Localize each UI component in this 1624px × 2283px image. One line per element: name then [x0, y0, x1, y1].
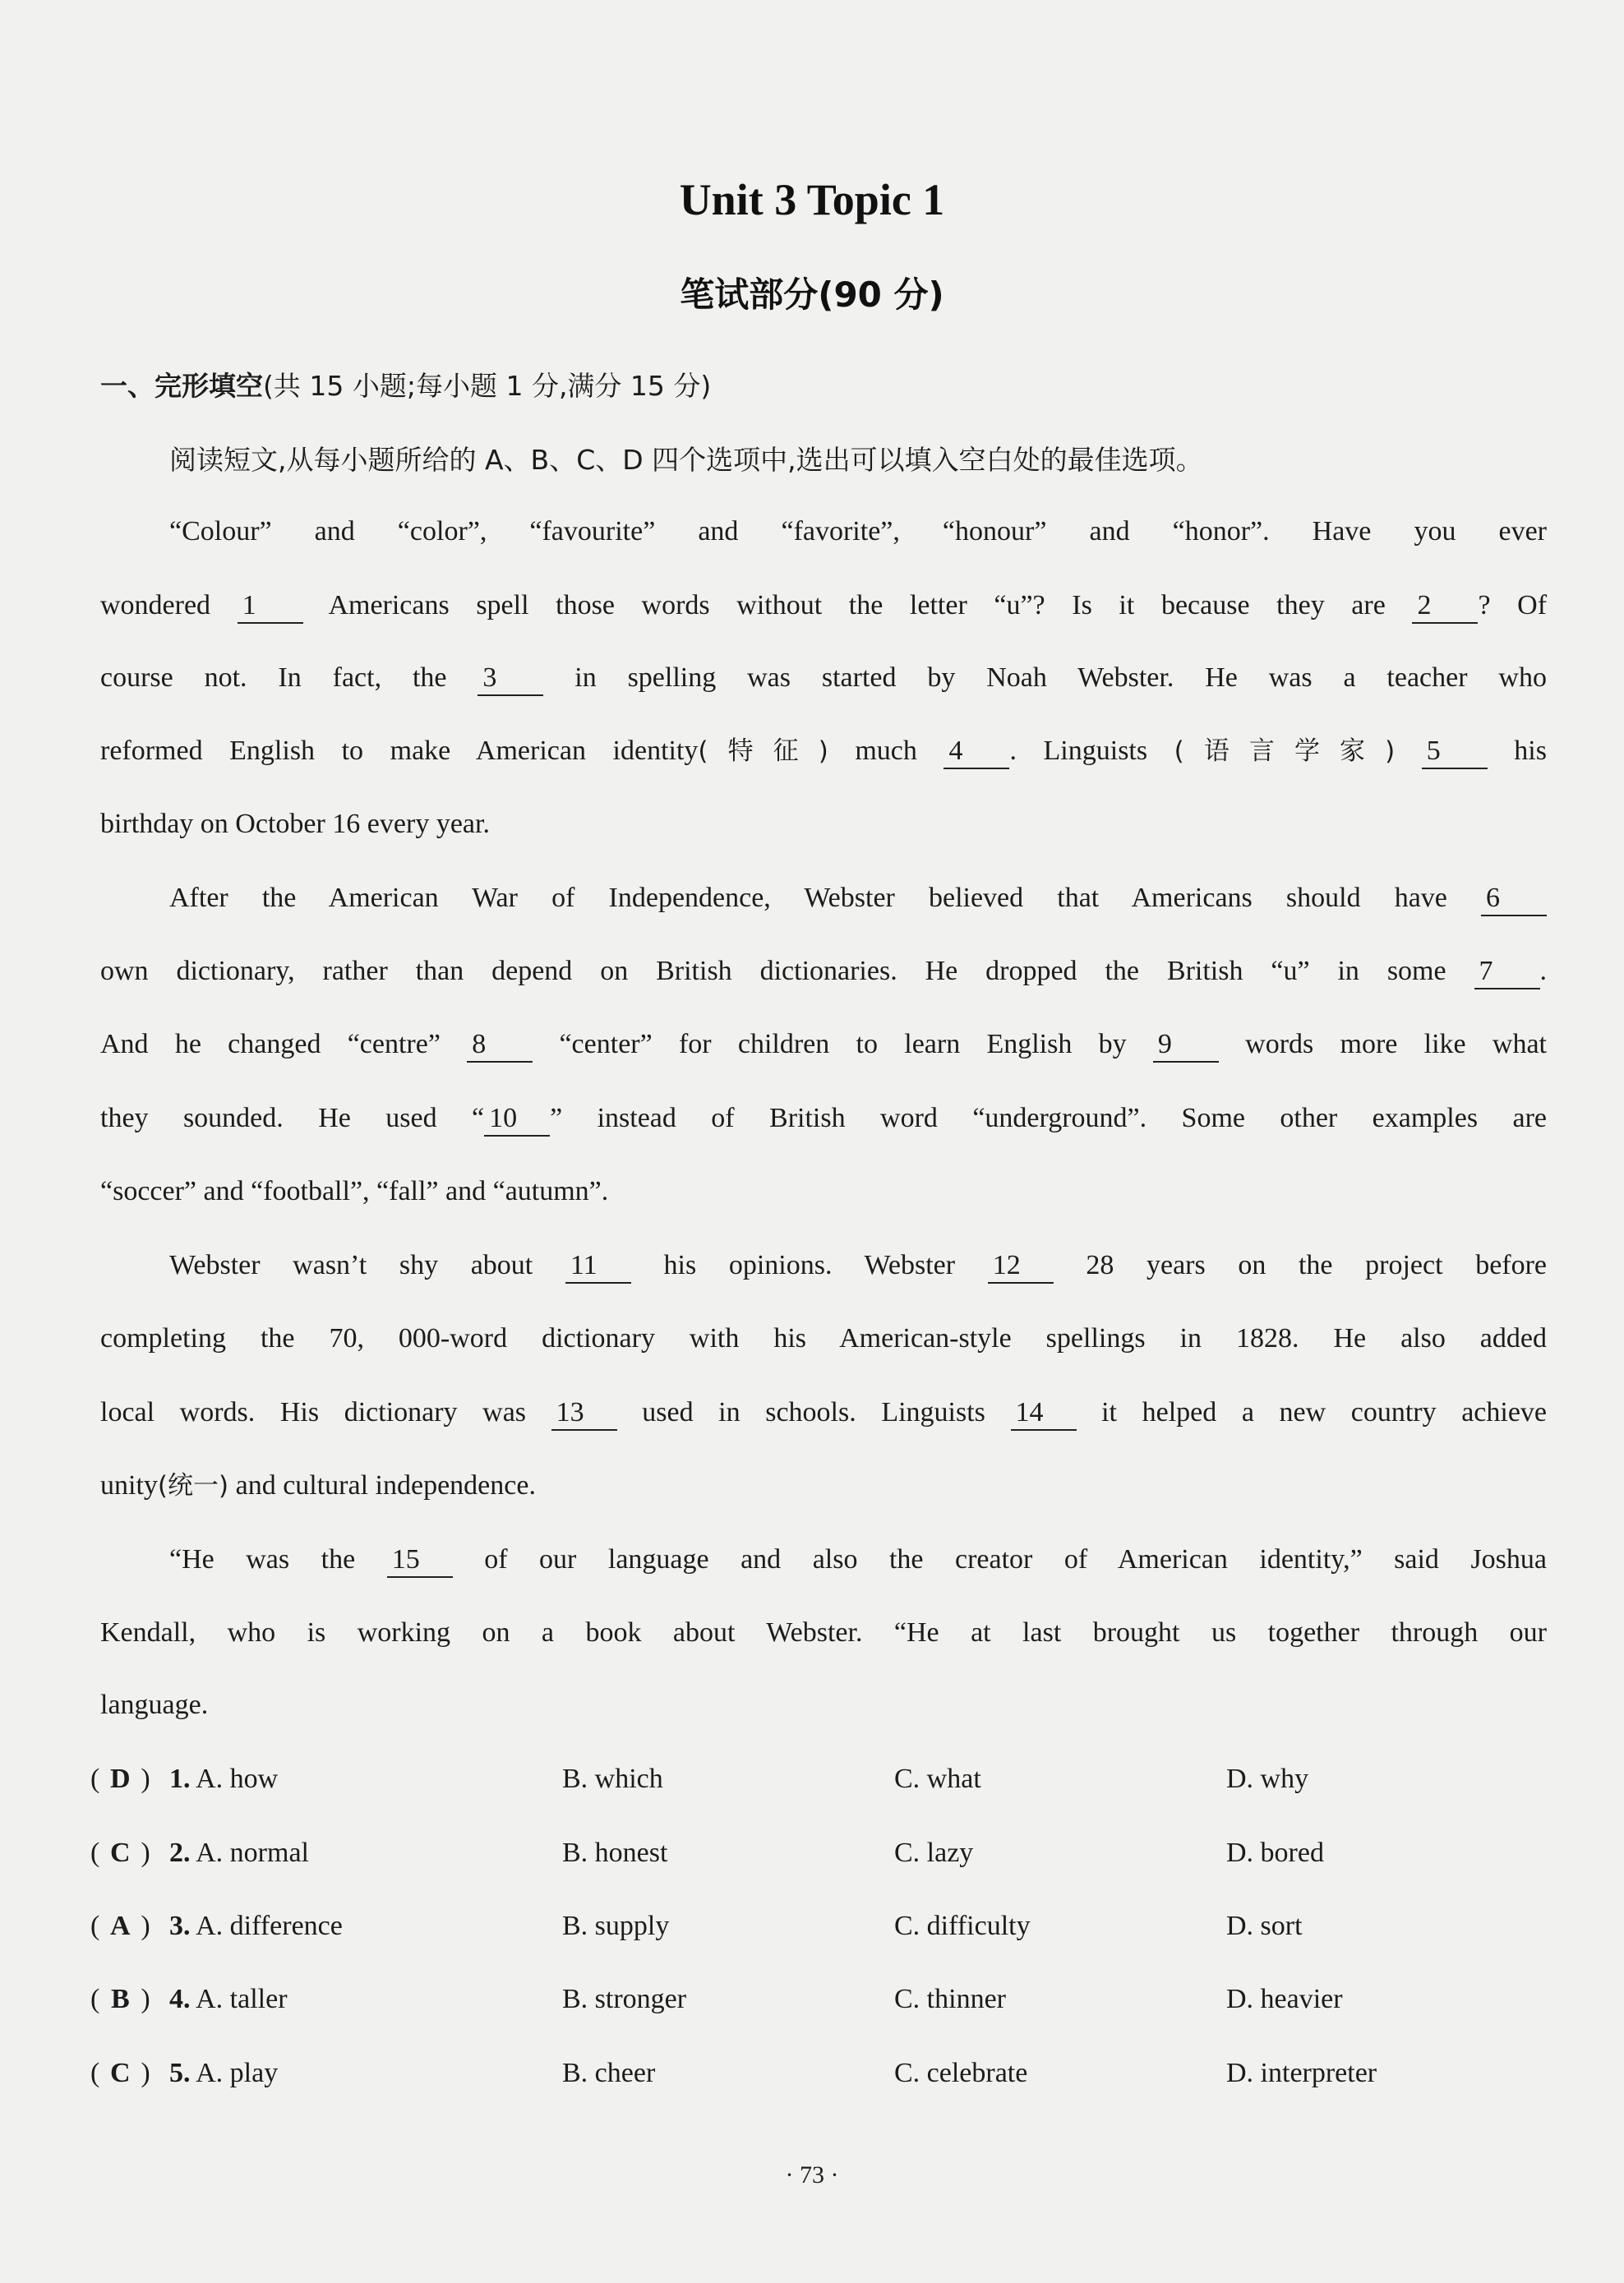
page-number: · 73 · — [785, 2161, 839, 2188]
passage-line: “soccer” and “football”, “fall” and “autumn”. — [100, 1176, 609, 1206]
option-b: B. stronger — [562, 1984, 687, 2014]
section-label: 一、完形填空 — [100, 370, 263, 402]
passage-line: reformed English to make American identity(特征) much 4 . Linguists (语言学家) 5 his — [100, 731, 1547, 772]
section-heading — [100, 365, 711, 404]
passage-line: “Colour” and “color”, “favourite” and “favorite”, “honour” and “honor”. Have you ever — [169, 516, 1547, 547]
passage-line: “He was the 15 of our language and also the creator of American identity,” said Joshua — [169, 1539, 1547, 1580]
passage-line: they sounded. He used “ 10 ” instead of British word “underground”. Some other examples are — [100, 1098, 1547, 1139]
question-row — [90, 2053, 1570, 2094]
blank-1: 1 — [238, 589, 303, 624]
passage-line: After the American War of Independence, Webster believed that Americans should have 6 — [169, 878, 1547, 919]
passage-line: language. — [100, 1690, 209, 1720]
option-a: 2. A. normal — [169, 1838, 309, 1868]
option-a: 4. A. taller — [169, 1984, 288, 2014]
passage-line: course not. In fact, the 3 in spelling was started by Noah Webster. He was a teacher who — [100, 657, 1547, 699]
answer-box: ( C ) — [90, 2058, 150, 2088]
passage-line: own dictionary, rather than depend on British dictionaries. He dropped the British “u” in some 7 . — [100, 951, 1547, 992]
blank-8: 8 — [467, 1028, 533, 1063]
question-row — [90, 1833, 1570, 1874]
option-c: C. difficulty — [894, 1911, 1031, 1941]
blank-7: 7 — [1474, 955, 1540, 989]
option-b: B. supply — [562, 1911, 670, 1941]
passage-line: Webster wasn’t shy about 11 his opinions. Webster 12 28 years on the project before — [169, 1245, 1547, 1286]
section-detail: (共 15 小题;每小题 1 分,满分 15 分) — [263, 370, 712, 402]
option-c: C. what — [894, 1764, 981, 1794]
blank-9: 9 — [1153, 1028, 1219, 1063]
blank-5: 5 — [1422, 735, 1488, 769]
option-d: D. heavier — [1226, 1984, 1343, 2014]
answer-box: ( B ) — [90, 1984, 150, 2014]
answer-box: ( D ) — [90, 1764, 150, 1794]
passage-line: completing the 70, 000-word dictionary with his American-style spellings in 1828. He also added — [100, 1323, 1547, 1354]
passage-line: birthday on October 16 every year. — [100, 809, 490, 839]
blank-12: 12 — [988, 1249, 1054, 1284]
option-a: 3. A. difference — [169, 1911, 343, 1941]
blank-6: 6 — [1481, 882, 1547, 916]
option-b: B. cheer — [562, 2058, 656, 2088]
option-a: 1. A. how — [169, 1764, 279, 1794]
answer-box: ( A ) — [90, 1911, 150, 1941]
passage-line: local words. His dictionary was 13 used in schools. Linguists 14 it helped a new country achieve — [100, 1392, 1547, 1433]
blank-11: 11 — [565, 1249, 631, 1284]
answer-box: ( C ) — [90, 1838, 150, 1868]
blank-13: 13 — [551, 1396, 617, 1431]
passage-line: wondered 1 Americans spell those words without the letter “u”? Is it because they are 2 ? Of — [100, 585, 1547, 626]
blank-4: 4 — [943, 735, 1009, 769]
page-title: Unit 3 Topic 1 — [679, 175, 945, 224]
option-c: C. thinner — [894, 1984, 1006, 2014]
page-subtitle: 笔试部分(90 分) — [680, 274, 944, 315]
option-d: D. bored — [1226, 1838, 1324, 1868]
passage-line: Kendall, who is working on a book about Webster. “He at last brought us together through our — [100, 1617, 1547, 1648]
blank-3: 3 — [478, 662, 543, 696]
option-d: D. why — [1226, 1764, 1309, 1794]
option-d: D. interpreter — [1226, 2058, 1377, 2088]
option-a: 5. A. play — [169, 2058, 279, 2088]
passage-line: And he changed “centre” 8 “center” for children to learn English by 9 words more like what — [100, 1024, 1547, 1065]
passage-line: unity(统一) and cultural independence. — [100, 1470, 536, 1501]
question-row — [90, 1759, 1570, 1800]
instruction: 阅读短文,从每小题所给的 A、B、C、D 四个选项中,选出可以填入空白处的最佳选项。 — [169, 444, 1203, 476]
option-c: C. celebrate — [894, 2058, 1028, 2088]
blank-2: 2 — [1412, 589, 1478, 624]
blank-15: 15 — [387, 1543, 453, 1578]
blank-10: 10 — [484, 1102, 550, 1137]
option-c: C. lazy — [894, 1838, 974, 1868]
option-b: B. honest — [562, 1838, 668, 1868]
question-row — [90, 1979, 1570, 2020]
option-d: D. sort — [1226, 1911, 1303, 1941]
blank-14: 14 — [1011, 1396, 1077, 1431]
option-b: B. which — [562, 1764, 663, 1794]
question-row — [90, 1906, 1570, 1947]
